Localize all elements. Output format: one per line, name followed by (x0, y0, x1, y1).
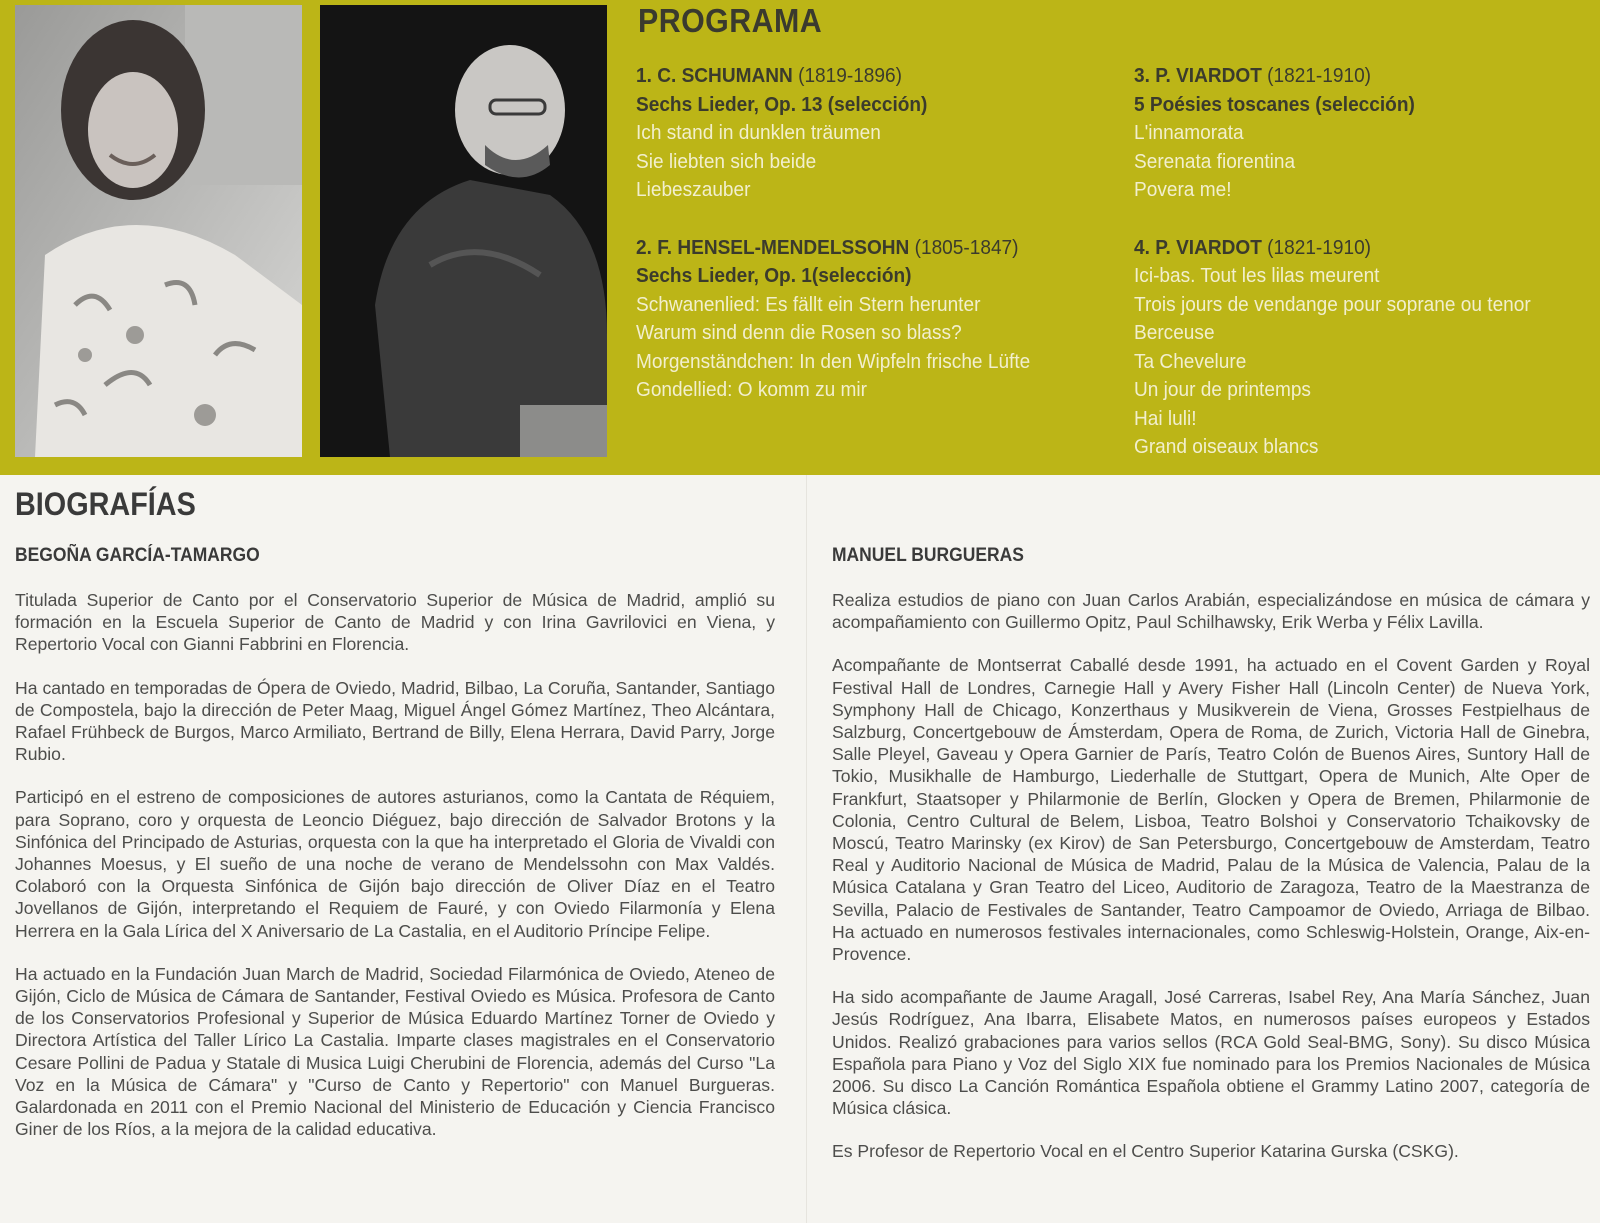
program-column-left (636, 62, 1106, 434)
work-title: Sechs Lieder, Op. 1(selección) (636, 264, 912, 287)
song-title: Gondellied: O komm zu mir (636, 378, 867, 401)
song-title: Un jour de printemps (1134, 378, 1311, 401)
bio-paragraph: Titulada Superior de Canto por el Conservatorio Superior de Música de Madrid, amplió su formación en la Escuela Superior de Canto de Madrid y con Irina Gavrilovici en Viena, y Repertorio Vocal con Gianni Fabbrini en Florencia. (15, 590, 775, 655)
song-title: Povera me! (1134, 178, 1232, 201)
song-title: Sie liebten sich beide (636, 149, 817, 173)
bio-name: MANUEL BURGUERAS (832, 545, 1024, 566)
program-column-right (1134, 62, 1594, 491)
composer-name: C. SCHUMANN (657, 64, 793, 87)
composer-line (636, 62, 1073, 91)
bio-burgueras (832, 544, 1590, 1184)
piece-number: 1. (636, 64, 652, 87)
soprano-photo (15, 5, 302, 457)
work-title: Sechs Lieder, Op. 13 (selección) (636, 92, 928, 116)
bio-paragraph: Ha sido acompañante de Jaume Aragall, José Carreras, Isabel Rey, Ana María Sánchez, Juan Jesús Rodríguez, Ana Ibarra, Elisabete Matos, en numerosos países europeos y Estados Unidos. Realizó grabaciones para varios sellos (RCA Gold Seal-BMG, Sony). Su disco Música Española para Piano y Voz del Siglo XIX fue nominado para los Premios Nacionales de Música 2006. Su disco La Canción Romántica Española obtiene el Grammy Latino 2007, categoría de Música clásica. (832, 987, 1590, 1119)
composer-line (1134, 234, 1562, 263)
program-piece (1134, 234, 1594, 462)
pianist-photo (320, 5, 607, 457)
song-title: Berceuse (1134, 321, 1215, 344)
composer-line (1134, 62, 1562, 91)
piece-number: 3. (1134, 64, 1150, 87)
program-piece (636, 234, 1106, 405)
composer-name: P. VIARDOT (1155, 235, 1262, 259)
page-fold-divider (806, 475, 807, 1223)
program-piece (1134, 62, 1594, 205)
composer-name: P. VIARDOT (1155, 64, 1262, 87)
program-title: PROGRAMA (638, 2, 823, 39)
bio-paragraph: Realiza estudios de piano con Juan Carlos Arabián, especializándose en música de cámara y acompañamiento con Guillermo Opitz, Paul Schilhawsky, Erik Werba y Félix Lavilla. (832, 590, 1590, 633)
biographies-title: BIOGRAFÍAS (15, 486, 196, 522)
song-title: Schwanenlied: Es fällt ein Stern herunter (636, 292, 981, 316)
song-title: Ich stand in dunklen träumen (636, 121, 881, 144)
piece-number: 2. (636, 235, 652, 259)
composer-dates: (1819-1896) (798, 64, 902, 87)
bio-garcia-tamargo (15, 544, 775, 1161)
composer-dates: (1805-1847) (914, 235, 1019, 259)
song-title: Liebeszauber (636, 178, 751, 201)
composer-name: F. HENSEL-MENDELSSOHN (657, 235, 910, 259)
song-title: Warum sind denn die Rosen so blass? (636, 321, 962, 344)
composer-line (636, 234, 1073, 263)
song-title: Ta Chevelure (1134, 349, 1247, 373)
song-title: Serenata fiorentina (1134, 149, 1296, 173)
bio-paragraph: Participó en el estreno de composiciones de autores asturianos, como la Cantata de Réquiem, para Soprano, coro y orquesta de Leoncio Diéguez, bajo dirección de Salvador Brotons y la Sinfónica del Principado de Asturias, orquesta con la que ha interpretado el Gloria de Vivaldi con Johannes Moesus, y El sueño de una noche de verano de Mendelssohn con Max Valdés. Colaboró con la Orquesta Sinfónica de Gijón bajo dirección de Oliver Díaz en el Teatro Jovellanos de Gijón, interpretando el Requiem de Fauré, y con Oviedo Filarmonía y Elena Herrera en la Gala Lírica del X Aniversario de La Castalia, en el Auditorio Príncipe Felipe. (15, 787, 775, 941)
song-title: Morgenständchen: In den Wipfeln frische Lüfte (636, 349, 1031, 373)
bio-paragraph: Acompañante de Montserrat Caballé desde 1991, ha actuado en el Covent Garden y Royal Festival Hall de Londres, Carnegie Hall y Avery Fisher Hall (Lincoln Center) de Nueva York, Symphony Hall de Chicago, Konzerthaus y Musikverein de Viena, Grosses Festpielhaus de Salzburg, Concertgebouw de Ámsterdam, Opera de Roma, de Zurich, Victoria Hall de Ginebra, Salle Pleyel, Gaveau y Opera Garnier de París, Teatro Colón de Buenos Aires, Suntory Hall de Tokio, Musikhalle de Hamburgo, Liederhalle de Stuttgart, Opera de Munich, Alte Oper de Frankfurt, Staatsoper y Philarmonie de Berlín, Glocken y Opera de Bremen, Philarmonie de Colonia, Centro Cultural de Belem, Lisboa, Teatro Bolshoi y Conservatorio Tchaikovsky de Moscú, Teatro Marinsky (ex Kirov) de San Petersburgo, Concertgebouw de Amsterdam, Teatro Real y Auditorio Nacional de Música de Madrid, Palau de la Música de Valencia, Palau de la Música Catalana y Gran Teatro del Liceo, Auditorio de Zaragoza, Teatro de la Maestranza de Sevilla, Palacio de Festivales de Santander, Teatro Campoamor de Oviedo, Arriaga de Bilbao. Ha actuado en numerosos festivales internacionales, como Schleswig-Holstein, Orange, Aix-en-Provence. (832, 655, 1590, 965)
composer-dates: (1821-1910) (1267, 235, 1372, 259)
bio-paragraph: Es Profesor de Repertorio Vocal en el Centro Superior Katarina Gurska (CSKG). (832, 1141, 1459, 1162)
composer-dates: (1821-1910) (1267, 64, 1372, 87)
bio-name: BEGOÑA GARCÍA-TAMARGO (15, 545, 260, 566)
song-title: Trois jours de vendange pour soprane ou tenor (1134, 292, 1531, 316)
song-title: Grand oiseaux blancs (1134, 435, 1319, 458)
bio-paragraph: Ha actuado en la Fundación Juan March de Madrid, Sociedad Filarmónica de Oviedo, Ateneo de Gijón, Ciclo de Música de Cámara de Santander, Festival Oviedo es Música. Profesora de Canto de los Conservatorios Profesional y Superior de Música Eduardo Martínez Torner de Oviedo y Directora Artística del Taller Lírico La Castalia. Imparte clases magistrales en el Conservatorio Cesare Pollini de Padua y Statale di Musica Luigi Cherubini de Florencia, además del Curso "La Voz en la Música de Cámara" y "Curso de Canto y Repertorio" con Manuel Burgueras. Galardonada en 2011 con el Premio Nacional del Ministerio de Educación y Ciencia Francisco Giner de los Ríos, a la mejora de la calidad educativa. (15, 963, 775, 1140)
song-title: Ici-bas. Tout les lilas meurent (1134, 264, 1380, 287)
bio-paragraph: Ha cantado en temporadas de Ópera de Oviedo, Madrid, Bilbao, La Coruña, Santander, Santiago de Compostela, bajo la dirección de Peter Maag, Miguel Ángel Gómez Martínez, Theo Alcántara, Rafael Frühbeck de Burgos, Marco Armiliato, Bertrand de Billy, Elena Herrara, David Parry, Jorge Rubio. (15, 677, 775, 765)
work-title: 5 Poésies toscanes (selección) (1134, 92, 1415, 116)
program-piece (636, 62, 1106, 205)
song-title: L'innamorata (1134, 121, 1244, 144)
piece-number: 4. (1134, 235, 1150, 259)
song-title: Hai luli! (1134, 406, 1197, 430)
